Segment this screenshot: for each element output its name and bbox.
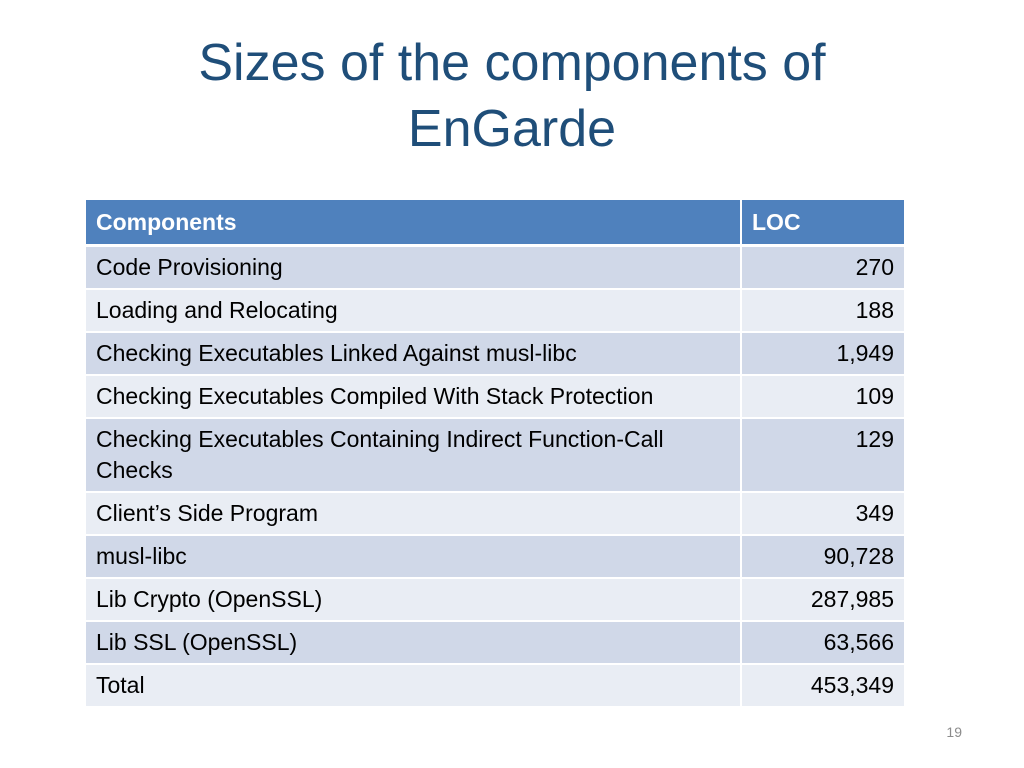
header-components: Components [86, 200, 741, 246]
component-name: Lib Crypto (OpenSSL) [86, 578, 741, 621]
table-row [86, 332, 904, 375]
component-name: Lib SSL (OpenSSL) [86, 621, 741, 664]
table-row [86, 535, 904, 578]
table-row [86, 418, 904, 492]
table-row [86, 246, 904, 290]
component-loc: 1,949 [741, 332, 904, 375]
component-loc: 90,728 [741, 535, 904, 578]
component-loc: 453,349 [741, 664, 904, 707]
component-loc: 270 [741, 246, 904, 290]
components-loc-table [86, 200, 904, 708]
component-loc: 63,566 [741, 621, 904, 664]
table-row [86, 375, 904, 418]
component-name: Code Provisioning [86, 246, 741, 290]
component-loc: 109 [741, 375, 904, 418]
table-row [86, 621, 904, 664]
component-loc: 349 [741, 492, 904, 535]
component-loc: 287,985 [741, 578, 904, 621]
table-row-total [86, 664, 904, 707]
slide-title [0, 30, 1024, 162]
component-loc: 188 [741, 289, 904, 332]
component-name: Total [86, 664, 741, 707]
table-row [86, 289, 904, 332]
component-name: Checking Executables Linked Against musl-libc [86, 332, 741, 375]
component-name: Checking Executables Compiled With Stack Protection [86, 375, 741, 418]
component-name: Client’s Side Program [86, 492, 741, 535]
component-name: Checking Executables Containing Indirect Function-Call Checks [86, 418, 741, 492]
slide-title-line-1: Sizes of the components of [198, 34, 826, 92]
table-header-row [86, 200, 904, 246]
slide-title-line-2: EnGarde [407, 100, 617, 158]
page-number: 19 [946, 724, 962, 740]
component-name: Loading and Relocating [86, 289, 741, 332]
table-row [86, 578, 904, 621]
component-name: musl-libc [86, 535, 741, 578]
header-loc: LOC [741, 200, 904, 246]
table-row [86, 492, 904, 535]
component-loc: 129 [741, 418, 904, 492]
